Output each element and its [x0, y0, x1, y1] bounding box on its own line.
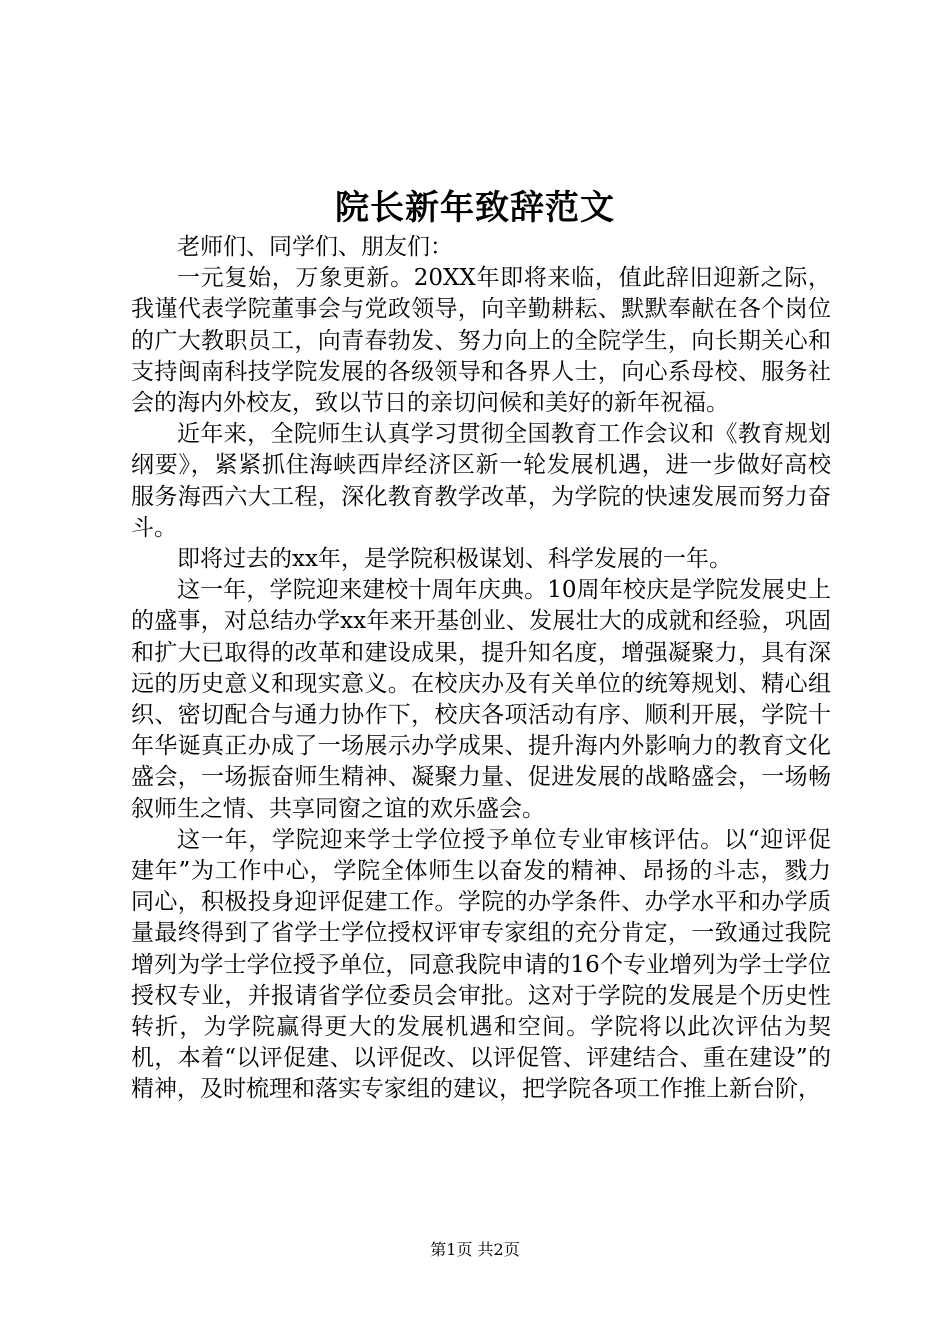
body-paragraph: 这一年，学院迎来学士学位授予单位专业审核评估。以“迎评促建年”为工作中心，学院全体师生以奋发的精神、昂扬的斗志，戮力同心，积极投身迎评促建工作。学院的办学条件、办学水平和办学质量最终得到了省学士学位授权评审专家组的充分肯定，一致通过我院增列为学士学位授予单位，同意我院申请的16个专业增列为学士学位授权专业，并报请省学位委员会审批。这对于学院的发展是个历史性转折，为学院赢得更大的发展机遇和空间。学院将以此次评估为契机，本着“以评促建、以评促改、以评促管、评建结合、重在建设”的精神，及时梳理和落实专家组的建议，把学院各项工作推上新台阶，	[131, 826, 831, 1103]
salutation-paragraph: 老师们、同学们、朋友们：	[177, 234, 453, 260]
document-body	[131, 232, 831, 1106]
body-paragraph: 即将过去的xx年，是学院积极谋划、科学发展的一年。	[177, 546, 732, 573]
body-paragraph: 近年来，全院师生认真学习贯彻全国教育工作会议和《教育规划纲要》，紧紧抓住海峡西岸经济区新一轮发展机遇，进一步做好高校服务海西六大工程，深化教育教学改革，为学院的快速发展而努力奋斗。	[131, 421, 831, 541]
document-title: 院长新年致辞范文	[335, 188, 615, 228]
page-number-footer: 第1页 共2页	[430, 1240, 520, 1259]
body-paragraph: 一元复始，万象更新。20XX年即将来临，值此辞旧迎新之际，我谨代表学院董事会与党政领导，向辛勤耕耘、默默奉献在各个岗位的广大教职员工，向青春勃发、努力向上的全院学生，向长期关心和支持闽南科技学院发展的各级领导和各界人士，向心系母校、服务社会的海内外校友，致以节日的亲切问候和美好的新年祝福。	[131, 265, 831, 417]
body-paragraph: 这一年，学院迎来建校十周年庆典。10周年校庆是学院发展史上的盛事，对总结办学xx年来开基创业、发展壮大的成就和经验，巩固和扩大已取得的改革和建设成果，提升知名度，增强凝聚力，具有深远的历史意义和现实意义。在校庆办及有关单位的统筹规划、精心组织、密切配合与通力协作下，校庆各项活动有序、顺利开展，学院十年华诞真正办成了一场展示办学成果、提升海内外影响力的教育文化盛会，一场振奋师生精神、凝聚力量、促进发展的战略盛会，一场畅叙师生之情、共享同窗之谊的欢乐盛会。	[131, 577, 831, 822]
